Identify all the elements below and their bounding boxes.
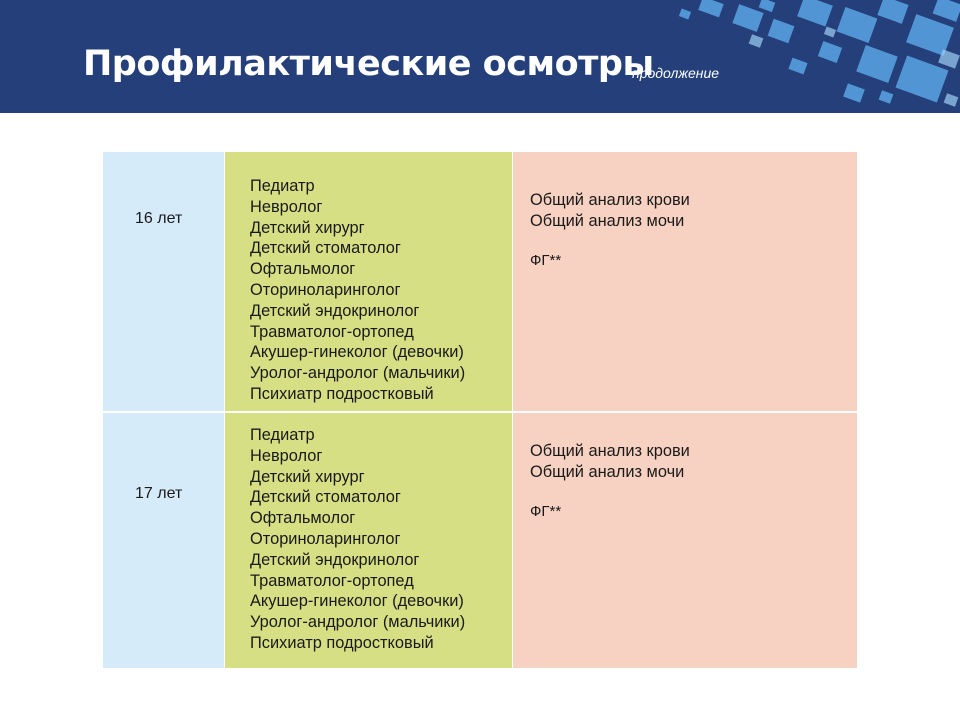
list-item: Психиатр подростковый [250, 384, 434, 403]
list-item: Травматолог-ортопед [250, 322, 414, 341]
slide-header [0, 0, 960, 113]
list-item: Офтальмолог [250, 260, 356, 279]
list-item: Детский хирург [250, 467, 365, 486]
specialists-cell [225, 413, 512, 668]
fg-label: ФГ** [530, 503, 562, 520]
age-label: 17 лет [135, 485, 183, 502]
list-item: Общий анализ крови [530, 442, 690, 460]
list-item: Оториноларинголог [250, 280, 401, 299]
specialists-list [250, 425, 465, 654]
list-item: Детский стоматолог [250, 488, 401, 507]
list-item: Невролог [250, 446, 323, 465]
list-item: Акушер-гинеколог (девочки) [250, 592, 464, 611]
list-item: Общий анализ мочи [530, 211, 685, 230]
specialists-list [250, 176, 465, 405]
list-item: Уролог-андролог (мальчики) [250, 364, 466, 383]
tests-cell [513, 413, 857, 668]
age-label: 16 лет [135, 210, 183, 227]
tests-cell [513, 152, 857, 411]
list-item: Детский стоматолог [250, 239, 401, 258]
list-item: Детский эндокринолог [250, 550, 420, 569]
list-item: Педиатр [250, 426, 315, 444]
list-item: Травматолог-ортопед [250, 571, 414, 590]
list-item: Психиатр подростковый [250, 633, 434, 652]
specialists-cell [225, 152, 512, 411]
list-item: Невролог [250, 197, 323, 216]
list-item: Уролог-андролог (мальчики) [250, 613, 466, 632]
list-item: Офтальмолог [250, 509, 356, 528]
exam-table [103, 152, 857, 668]
tests-list [530, 190, 690, 232]
list-item: Детский хирург [250, 218, 365, 237]
tests-list [530, 441, 690, 483]
list-item: Акушер-гинеколог (девочки) [250, 343, 464, 362]
list-item: Общий анализ мочи [530, 462, 685, 481]
fg-label: ФГ** [530, 252, 562, 269]
list-item: Педиатр [250, 177, 315, 195]
list-item: Детский эндокринолог [250, 301, 420, 320]
page-subtitle: продолжение [632, 65, 720, 81]
age-cell [103, 413, 224, 668]
page-title: Профилактические осмотры [83, 44, 654, 84]
list-item: Оториноларинголог [250, 529, 401, 548]
list-item: Общий анализ крови [530, 191, 690, 209]
age-cell [103, 152, 224, 411]
